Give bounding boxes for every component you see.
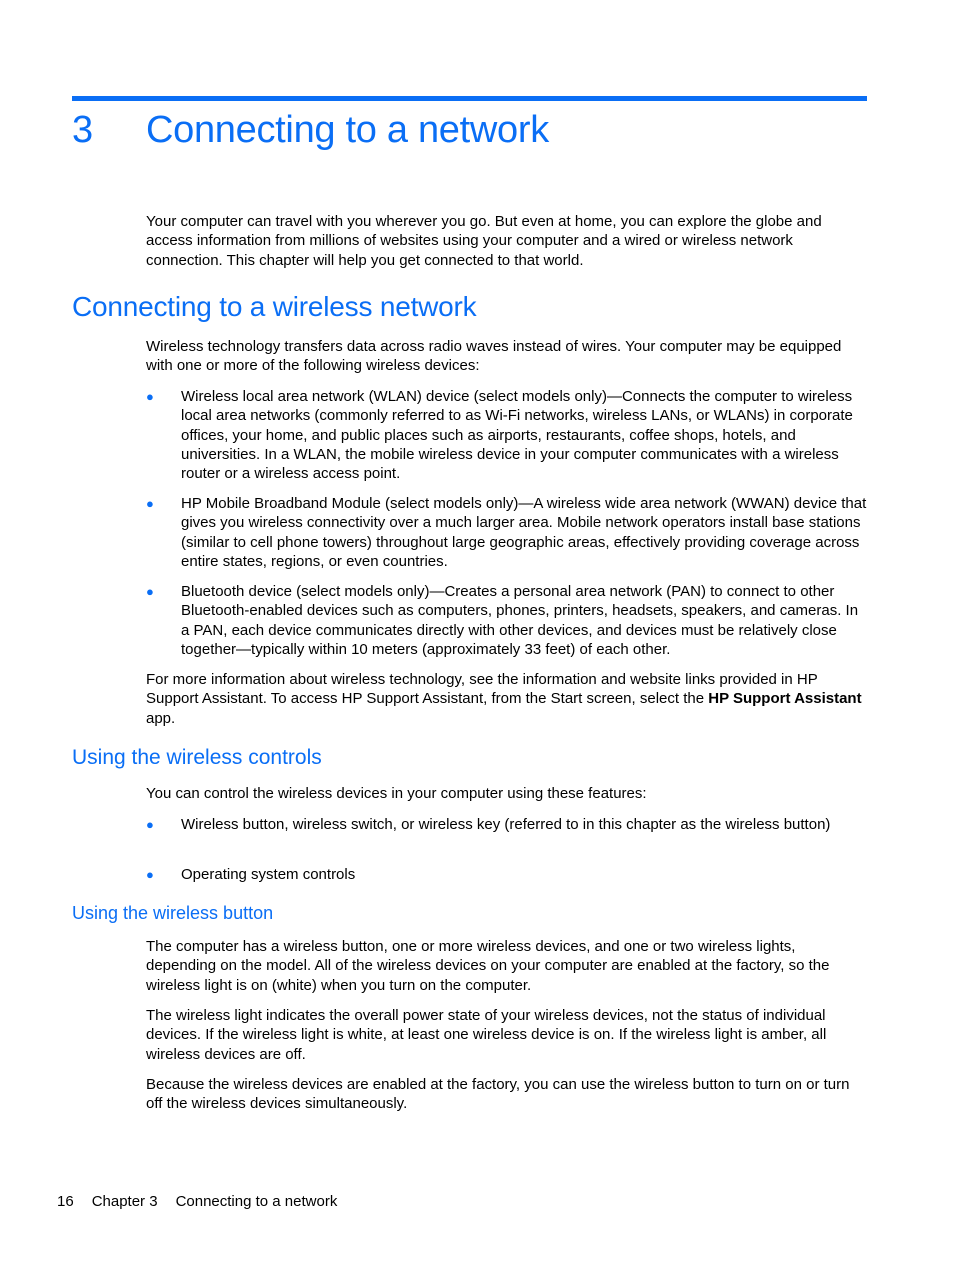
wireless-section-intro bbox=[146, 337, 868, 376]
bullet-icon: ● bbox=[146, 817, 154, 832]
paragraph-text: Because the wireless devices are enabled at the factory, you can use the wireless button to turn on or turn off the wireless devices simultaneously. bbox=[146, 1076, 850, 1113]
button-paragraph-1 bbox=[146, 937, 868, 995]
bullet-icon: ● bbox=[146, 389, 154, 404]
chapter-number: 3 bbox=[72, 109, 93, 151]
controls-section-heading: Using the wireless controls bbox=[72, 746, 322, 769]
bullet-icon: ● bbox=[146, 867, 154, 882]
list-item-text: Bluetooth device (select models only)—Creates a personal area network (PAN) to connect to other Bluetooth-enabled devices such as computers, phones, printers, headsets, speakers, and cameras. In a PAN, each device communicates directly with other devices, and devices must be relatively close together—typically within 10 meters (approximately 33 feet) of each other. bbox=[181, 583, 859, 658]
more-info-suffix: app. bbox=[146, 709, 176, 727]
wireless-intro-text: Wireless technology transfers data across radio waves instead of wires. Your computer may be equipped with one or more of the following wireless devices: bbox=[146, 338, 842, 375]
chapter-title-text: Connecting to a network bbox=[146, 109, 549, 151]
chapter-title bbox=[72, 104, 549, 156]
list-item bbox=[146, 865, 868, 884]
list-item bbox=[146, 815, 868, 834]
footer-chapter-title: Connecting to a network bbox=[175, 1193, 338, 1210]
button-paragraph-2 bbox=[146, 1006, 868, 1064]
page-number: 16 bbox=[57, 1193, 74, 1210]
button-paragraph-3 bbox=[146, 1075, 868, 1114]
paragraph-text: The computer has a wireless button, one or more wireless devices, and one or two wireless lights, depending on the model. All of the wireless devices on your computer are enabled at the factory, so the wireless light is on (white) when you turn on the computer. bbox=[146, 938, 830, 994]
list-item bbox=[146, 387, 868, 483]
more-info-paragraph bbox=[146, 670, 868, 728]
list-item-text: Wireless button, wireless switch, or wireless key (referred to in this chapter as the wireless button) bbox=[181, 816, 831, 833]
page-footer bbox=[57, 1192, 355, 1211]
controls-section-intro bbox=[146, 784, 868, 803]
list-item bbox=[146, 582, 868, 659]
list-item-text: Wireless local area network (WLAN) device (select models only)—Connects the computer to wireless local area networks (commonly referred to as Wi-Fi networks, wireless LANs, or WLANs) in corporate offices, your home, and public places such as airports, restaurants, coffee shops, hotels, and universities. In a WLAN, the mobile wireless device in your computer communicates with a wireless router or a wireless access point. bbox=[181, 388, 853, 483]
more-info-text: For more information about wireless technology, see the information and website links provided in HP Support Assistant. To access HP Support Assistant, from the Start screen, select the bbox=[146, 671, 818, 708]
paragraph-text: The wireless light indicates the overall power state of your wireless devices, not the status of individual devices. If the wireless light is white, at least one wireless device is on. If the wireless light is amber, all wireless devices are off. bbox=[146, 1007, 827, 1063]
list-item-text: HP Mobile Broadband Module (select models only)—A wireless wide area network (WWAN) device that gives you wireless connectivity over a much larger area. Mobile network operators install base stations (similar to cell phone towers) throughout large geographic areas, effectively providing coverage across entire states, regions, or even countries. bbox=[181, 495, 867, 570]
hp-support-assistant-label: HP Support Assistant bbox=[708, 690, 862, 708]
chapter-rule bbox=[72, 96, 867, 101]
button-section-heading: Using the wireless button bbox=[72, 903, 274, 923]
wireless-section-heading: Connecting to a wireless network bbox=[72, 291, 477, 322]
chapter-intro-text: Your computer can travel with you wherever you go. But even at home, you can explore the globe and access information from millions of websites using your computer and a wired or wireless network connection. This chapter will help you get connected to that world. bbox=[146, 213, 822, 269]
controls-intro-text: You can control the wireless devices in your computer using these features: bbox=[146, 785, 647, 802]
bullet-icon: ● bbox=[146, 584, 154, 599]
bullet-icon: ● bbox=[146, 496, 154, 511]
list-item-text: Operating system controls bbox=[181, 866, 356, 883]
chapter-intro bbox=[146, 212, 866, 270]
footer-chapter-label: Chapter 3 bbox=[91, 1193, 158, 1210]
list-item bbox=[146, 494, 868, 571]
